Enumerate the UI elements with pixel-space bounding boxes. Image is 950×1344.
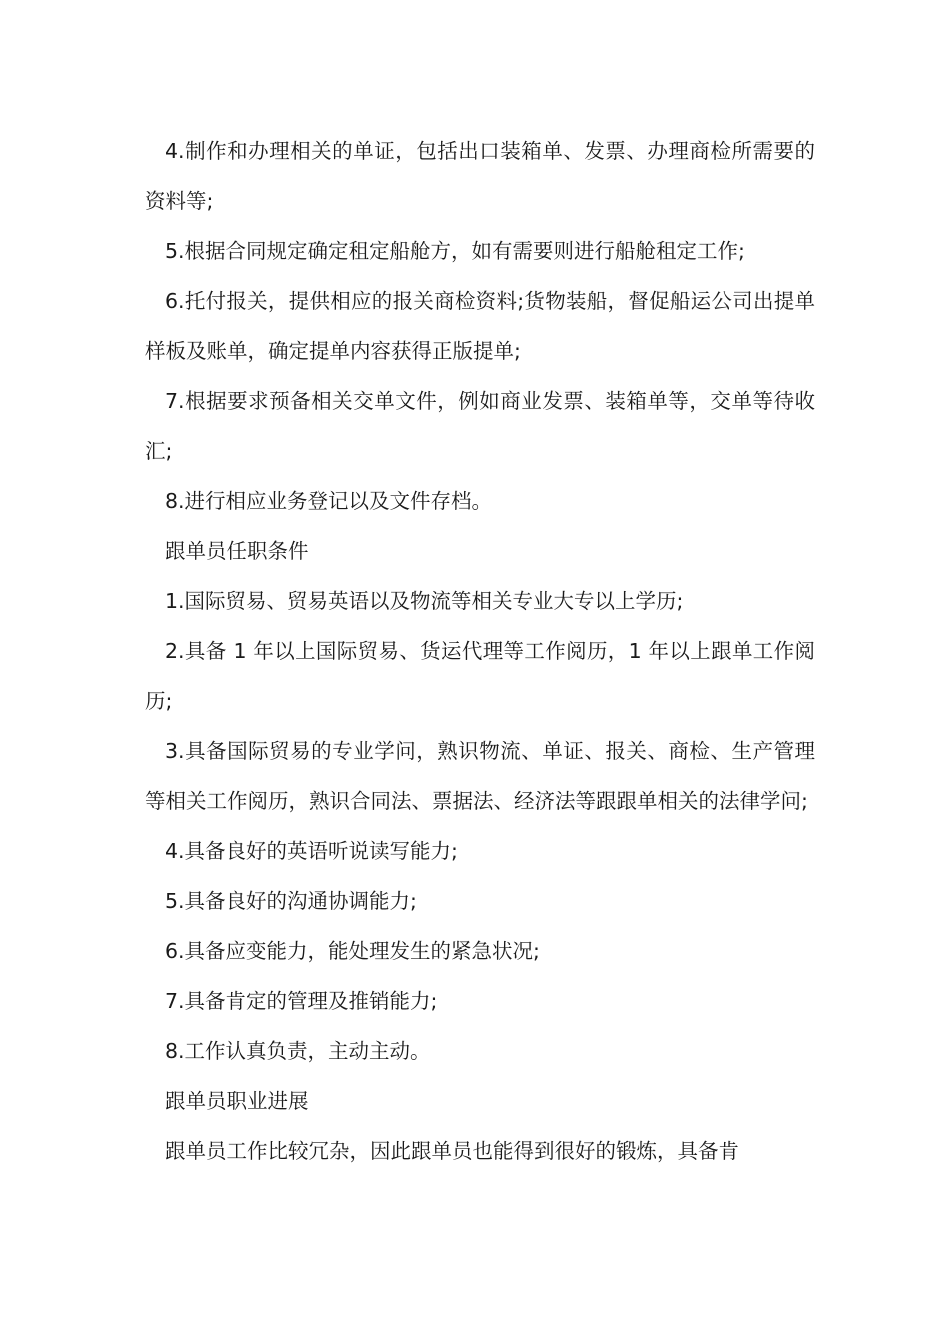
- paragraph-duty-7: 7.根据要求预备相关交单文件，例如商业发票、装箱单等，交单等待收汇;: [145, 389, 815, 463]
- paragraph-duty-6: 6.托付报关，提供相应的报关商检资料;货物装船，督促船运公司出提单样板及账单，确定提单内容获得正版提单;: [145, 289, 815, 363]
- paragraph-duty-4: 4.制作和办理相关的单证，包括出口装箱单、发票、办理商检所需要的资料等;: [145, 139, 815, 213]
- paragraph-duty-5: 5.根据合同规定确定租定船舱方，如有需要则进行船舱租定工作;: [165, 239, 745, 263]
- document-body: [145, 126, 815, 1176]
- paragraph-requirement-3: 3.具备国际贸易的专业学问，熟识物流、单证、报关、商检、生产管理等相关工作阅历，熟识合同法、票据法、经济法等跟跟单相关的法律学问;: [145, 739, 815, 813]
- paragraph-requirement-6: 6.具备应变能力，能处理发生的紧急状况;: [165, 939, 540, 963]
- paragraph-requirement-5: 5.具备良好的沟通协调能力;: [165, 889, 417, 913]
- paragraph-requirement-2: 2.具备 1 年以上国际贸易、货运代理等工作阅历，1 年以上跟单工作阅历;: [145, 639, 815, 713]
- paragraph-requirement-7: 7.具备肯定的管理及推销能力;: [165, 989, 438, 1013]
- section-heading-career: 跟单员职业进展: [165, 1089, 309, 1113]
- paragraph-requirement-4: 4.具备良好的英语听说读写能力;: [165, 839, 458, 863]
- paragraph-requirement-8: 8.工作认真负责，主动主动。: [165, 1039, 431, 1063]
- paragraph-duty-8: 8.进行相应业务登记以及文件存档。: [165, 489, 493, 513]
- section-heading-requirements: 跟单员任职条件: [165, 539, 309, 563]
- paragraph-career-intro: 跟单员工作比较冗杂，因此跟单员也能得到很好的锻炼，具备肯: [165, 1139, 739, 1163]
- paragraph-requirement-1: 1.国际贸易、贸易英语以及物流等相关专业大专以上学历;: [165, 589, 684, 613]
